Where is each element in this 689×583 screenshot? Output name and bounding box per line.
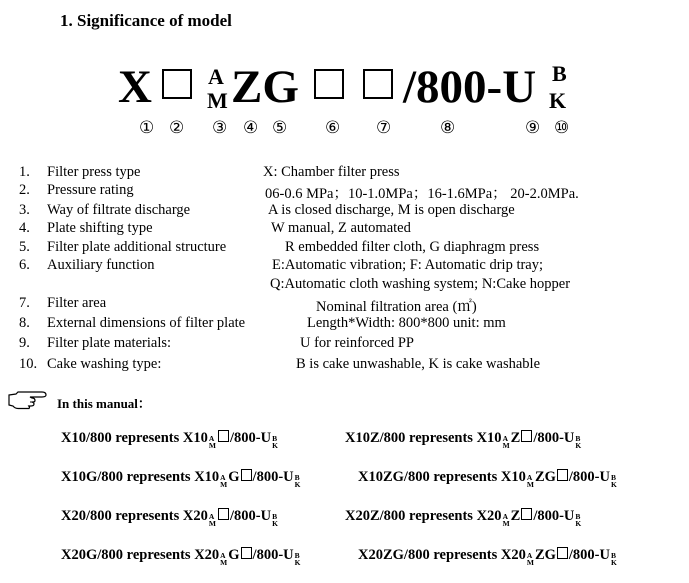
item-number: 3. [19,202,30,218]
model-suffix: /800-U [252,547,294,563]
item-number: 6. [19,257,30,273]
circled-number: ① [139,118,155,137]
item-value: A is closed discharge, M is open discharge [268,202,515,218]
item-number: 5. [19,239,30,255]
representation-item: X20G/800 represents X20 A M G /800-U B K [61,547,301,567]
representation-item: X20ZG/800 represents X20 A M ZG /800-U B K [358,547,617,567]
represent-word: represents [409,508,473,524]
model-superscript-b: B [552,61,567,86]
model-suffix: /800-U [533,430,575,446]
item-label: Cake washing type: [47,356,162,372]
model-short-code: X10Z/800 [345,430,406,446]
item-number: 9. [19,335,30,351]
item-value: Length*Width: 800*800 unit: mm [307,315,506,331]
represent-word: represents [115,430,180,446]
model-short-code: X10G/800 [61,469,124,485]
item-label: Plate shifting type [47,220,153,236]
item-label: Filter area [47,295,107,311]
model-prefix: X10 [182,430,208,446]
manual-label: In this manual： [57,396,151,411]
model-suffix: /800-U [229,430,272,446]
item-value: X: Chamber filter press [263,164,400,180]
model-prefix: X10 [476,430,502,446]
model-mid: ZG [534,469,556,485]
model-suffix: /800-U [568,469,610,485]
circled-number: ⑩ [554,118,570,137]
item-value: B is cake unwashable, K is cake washable [296,356,541,372]
item-label: Filter plate materials: [47,335,172,351]
model-short-code: X20G/800 [61,547,124,563]
placeholder-box [162,69,192,99]
placeholder-box [218,508,229,520]
circled-number: ⑥ [325,118,341,137]
model-short-code: X10ZG/800 [358,469,430,485]
item-label: External dimensions of filter plate [47,315,246,331]
representation-item: X20/800 represents X20 A M /800-U B K [61,508,278,528]
model-mid: Z [510,508,521,524]
placeholder-box [218,430,229,442]
item-number: 4. [19,220,30,236]
item-label: Auxiliary function [47,257,155,273]
placeholder-box [241,469,252,481]
model-suffix: /800-U [533,508,575,524]
model-suffix: /800-U [252,469,294,485]
item-label: Way of filtrate discharge [47,202,191,218]
representation-item: X10G/800 represents X10 A M G /800-U B K [61,469,301,489]
model-short-code: X20/800 [61,508,112,524]
representation-item: X10/800 represents X10 A M /800-U B K [61,430,278,450]
model-subscript-m: M [207,88,228,113]
model-prefix: X20 [194,547,220,563]
placeholder-box [363,69,393,99]
item-value: E:Automatic vibration; F: Automatic drip tray; [272,257,544,273]
item-number: 8. [19,315,30,331]
model-mid: ZG [534,547,556,563]
model-suffix: /800-U [229,508,272,524]
placeholder-box [557,547,568,559]
placeholder-box [557,469,568,481]
item-number: 10. [19,356,38,372]
model-prefix: X20 [500,547,526,563]
model-prefix: X20 [476,508,502,524]
circled-number: ④ [243,118,259,137]
item-label: Filter plate additional structure [47,239,227,255]
placeholder-box [241,547,252,559]
model-subscript-k: K [549,88,567,113]
circled-number: ⑦ [376,118,392,137]
model-short-code: X20Z/800 [345,508,406,524]
model-mid: G [228,547,240,563]
item-value: 06-0.6 MPa；10-1.0MPa；16-1.6MPa； 20-2.0MPa. [265,186,579,202]
model-prefix: X10 [500,469,526,485]
item-value: U for reinforced PP [300,335,414,351]
placeholder-box [521,508,532,520]
section-title: 1. Significance of model [60,11,232,30]
representation-item: X10ZG/800 represents X10 A M ZG /800-U B K [358,469,617,489]
model-mid: G [228,469,240,485]
item-value: W manual, Z automated [271,220,411,236]
circled-number: ② [169,118,185,137]
represent-word: represents [126,547,191,563]
item-number: 7. [19,295,30,311]
model-superscript-a: A [208,64,224,89]
model-prefix: X10 [194,469,220,485]
item-value: Q:Automatic cloth washing system; N:Cake hopper [270,276,571,292]
placeholder-box [521,430,532,442]
model-short-code: X10/800 [61,430,112,446]
represent-word: represents [126,469,191,485]
model-short-code: X20ZG/800 [358,547,430,563]
representation-item: X20Z/800 represents X20 A M Z /800-U B K [345,508,582,528]
circled-number: ⑤ [272,118,288,137]
representation-item: X10Z/800 represents X10 A M Z /800-U B K [345,430,582,450]
item-label: Pressure rating [47,182,134,198]
model-prefix: X20 [182,508,208,524]
circled-number: ⑨ [525,118,541,137]
circled-number: ③ [212,118,228,137]
model-mid: Z [510,430,521,446]
item-value: Nominal filtration area (㎡) [316,299,477,315]
model-code [118,58,578,128]
represent-word: represents [115,508,180,524]
model-suffix: /800-U [568,547,610,563]
represent-word: represents [433,547,498,563]
model-zg: ZG [231,61,299,113]
pointing-hand-icon [8,390,48,416]
placeholder-box [314,69,344,99]
circled-number: ⑧ [440,118,456,137]
item-label: Filter press type [47,164,141,180]
item-number: 2. [19,182,30,198]
item-number: 1. [19,164,30,180]
represent-word: represents [433,469,498,485]
model-800-u: /800-U [403,61,537,113]
represent-word: represents [409,430,473,446]
item-value: R embedded filter cloth, G diaphragm press [285,239,540,255]
model-x: X [118,61,152,113]
